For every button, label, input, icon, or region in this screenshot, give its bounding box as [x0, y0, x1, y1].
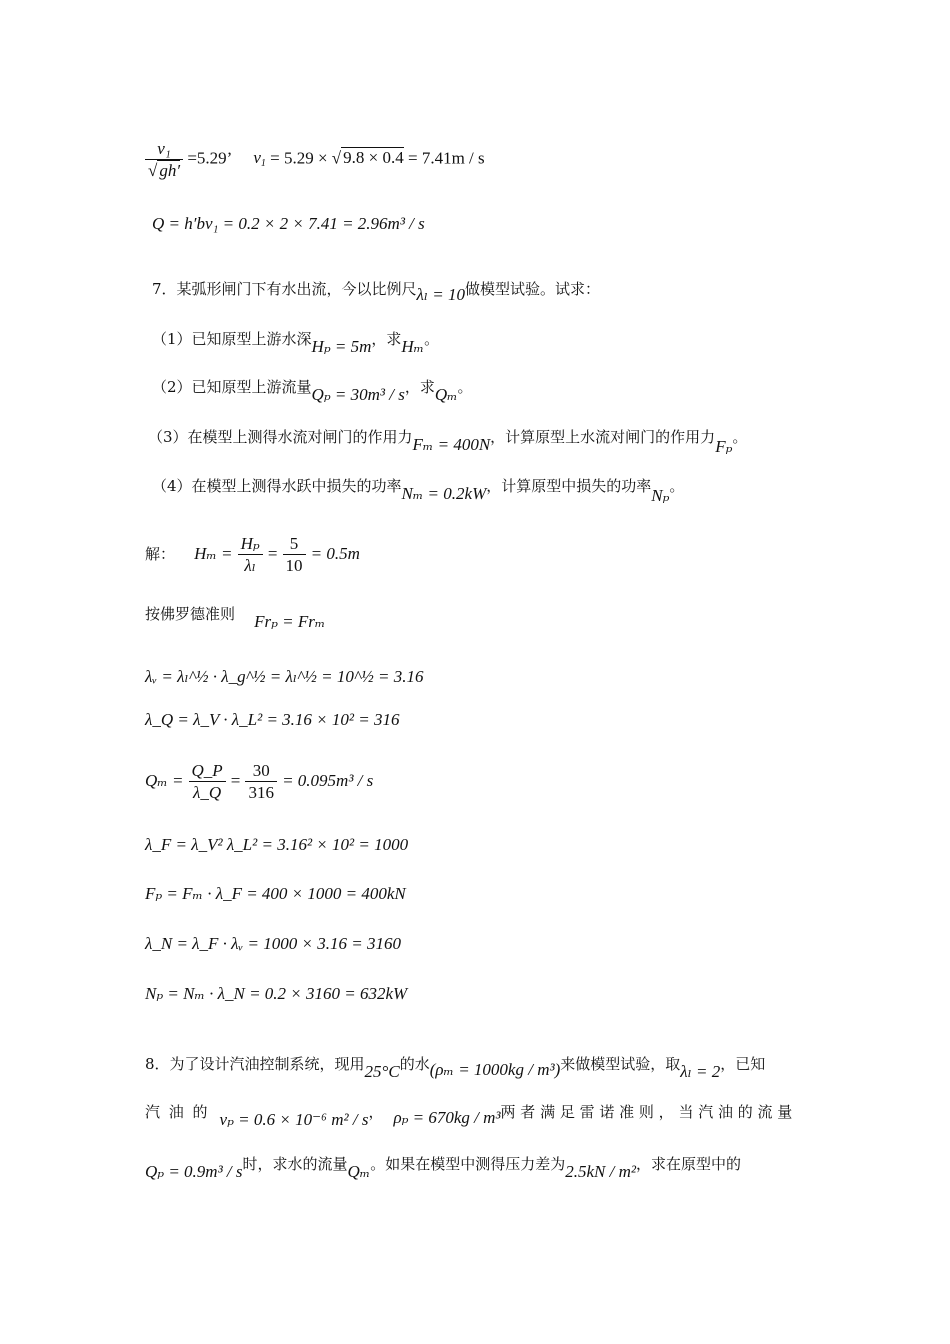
fraction-denominator: √ gh′	[145, 159, 183, 179]
eq-v1-calc: = 5.29 ×	[270, 148, 332, 168]
lambda-Q-line: λ_Q = λ_V · λ_L² = 3.16 × 10² = 316	[145, 710, 400, 729]
q7-part4: （4）在模型上测得水跃中损失的功率Nₘ = 0.2kW，计算原型中损失的功率Nₚ。	[152, 477, 685, 505]
q7-part2: （2）已知原型上游流量Qₚ = 30m³ / s，求Qₘ。	[152, 378, 473, 404]
q7-stem: 7．某弧形闸门下有水出流，今以比例尺λₗ = 10做模型试验。试求：	[152, 280, 601, 304]
lambda-v-line: λᵥ = λₗ^½ · λ_g^½ = λₗ^½ = 10^½ = 3.16	[145, 667, 424, 686]
eq-v1-symbol: $v_1$	[253, 148, 266, 170]
eq-v1-fraction	[145, 140, 183, 179]
fraction-numerator: v₁	[157, 139, 171, 158]
Np-line: Nₚ = Nₘ · λ_N = 0.2 × 3160 = 632kW	[145, 984, 408, 1003]
froude-line: 按佛罗德准则 Frₚ = Frₘ	[145, 605, 326, 631]
eq-v1-result: = 7.41m / s	[403, 148, 485, 168]
solution-Hm-line: 解： Hₘ = $\frac{\text{Hₚ}}{\text{λₗ}}$ = $\frac{5}{10}$ = 0.5m	[145, 534, 360, 575]
lambda-F-line: λ_F = λ_V² λ_L² = 3.16² × 10² = 1000	[145, 835, 409, 854]
q7-part3: （3）在模型上测得水流对闸门的作用力Fₘ = 400N，计算原型上水流对闸门的作用力Fₚ。	[148, 428, 748, 456]
Qm-fraction-2: $\frac{30}{316}$	[245, 762, 277, 801]
Qm-fraction-1: $\frac{Q\_P}{\lambda\_Q}$	[189, 762, 226, 801]
q8-line-3: Qₚ = 0.9m³ / s时，求水的流量Qₘ。如果在模型中测得压力差为2.5kN / m²，求在原型中的	[145, 1155, 741, 1181]
eq-Q-line: Q = h′bv₁ = 0.2 × 2 × 7.41 = 2.96m³ / s	[152, 214, 425, 233]
lambda-N-line: λ_N = λ_F · λᵥ = 1000 × 3.16 = 3160	[145, 934, 401, 953]
q8-line-1: 8．为了设计汽油控制系统，现用25°C的水(ρₘ = 1000kg / m³)来做模型试验，取λₗ = 2，已知	[145, 1055, 766, 1081]
solution-Qm-line: Qₘ = $\frac{Q\_P}{\lambda\_Q}$ = $\frac{30}{316}$ = 0.095m³ / s	[145, 761, 374, 802]
Fp-line: Fₚ = Fₘ · λ_F = 400 × 1000 = 400kN	[145, 884, 406, 903]
Hm-fraction-2: $\frac{5}{10}$	[283, 535, 306, 574]
q8-line-2: 汽 油 的 νₚ = 0.6 × 10⁻⁶ m² / s， ρₚ = 670kg / m³两 者 满 足 雷 诺 准 则 ， 当 汽 油 的 流 量	[145, 1103, 793, 1129]
Hm-fraction-1: $\frac{\text{Hₚ}}{\text{λₗ}}$	[238, 535, 263, 574]
eq-v1-line: $\frac{\text{v₁}}{√ gh'}$ =5.29’ $v_1 = 5.29$ × √ 9.8 × 0.4 = 7.41m / s	[145, 140, 485, 179]
q7-part1: （1）已知原型上游水深Hₚ = 5m，求Hₘ。	[152, 330, 440, 356]
solution-label: 解：	[145, 545, 176, 563]
eq-v1-root: 9.8 × 0.4	[343, 148, 404, 168]
eq-v1-ratio-value: =5.29’	[187, 148, 232, 168]
